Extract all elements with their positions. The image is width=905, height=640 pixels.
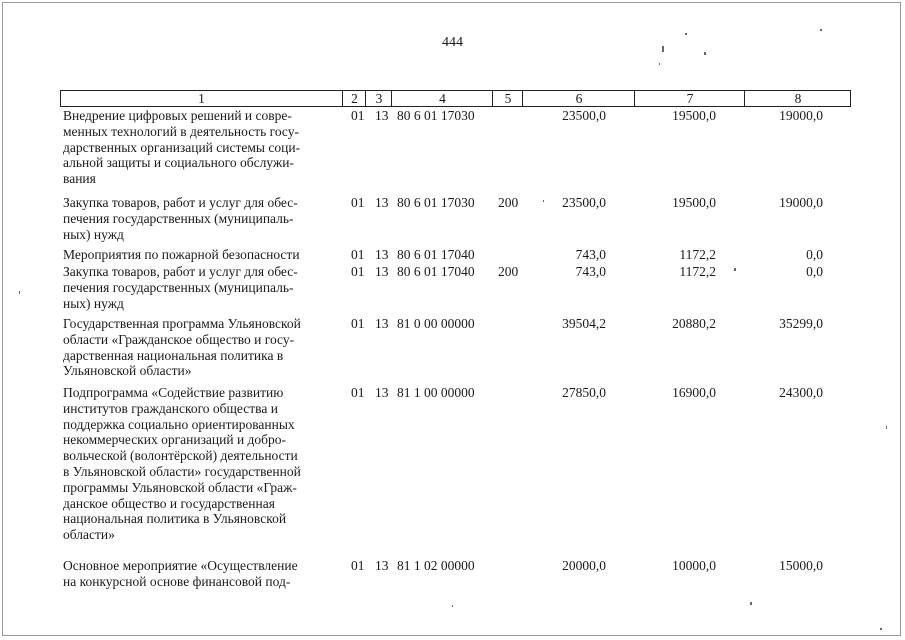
cell-subsection: 13 [375, 247, 389, 262]
cell-section: 01 [351, 264, 365, 279]
cell-subsection: 13 [375, 385, 389, 400]
cell-target-code: 80 6 01 17030 [397, 108, 475, 123]
header-col-6: 6 [522, 91, 635, 106]
cell-section: 01 [351, 316, 365, 331]
scan-speck [704, 52, 706, 55]
row-description: Государственная программа Ульяновской области «Гражданское общество и госу- дарственная национальная политика в Ульяновской области» [63, 316, 301, 379]
cell-amount-1: 27850,0 [562, 385, 606, 400]
row-description: Закупка товаров, работ и услуг для обес- печения государственных (муниципаль- ных) нужд [63, 264, 298, 311]
cell-amount-3: 0,0 [806, 264, 823, 279]
cell-amount-1: 20000,0 [562, 558, 606, 573]
cell-amount-2: 16900,0 [672, 385, 716, 400]
cell-amount-3: 0,0 [806, 247, 823, 262]
cell-amount-3: 24300,0 [779, 385, 823, 400]
row-description: Внедрение цифровых решений и совре- менных технологий в деятельность госу- дарственных организаций системы соци- альной защиты и социального обслужи- вания [63, 108, 301, 187]
scan-speck [19, 291, 20, 294]
scan-speck [452, 605, 453, 607]
cell-target-code: 81 0 00 00000 [397, 316, 475, 331]
row-description: Подпрограмма «Содействие развитию институтов гражданского общества и поддержка социально ориентированных некоммерческих организаций и добро- вольческой (волонтёрской) деятельности в Ульяновской области» государственной программы Ульяновской области «Граж- данское общество и государственная национальная политика в Ульяновской области» [63, 385, 301, 543]
header-col-2: 2 [342, 91, 366, 106]
row-description: Основное мероприятие «Осуществление на конкурсной основе финансовой под- [63, 558, 298, 589]
cell-section: 01 [351, 195, 365, 210]
header-col-3: 3 [365, 91, 392, 106]
cell-subsection: 13 [375, 264, 389, 279]
cell-amount-1: 743,0 [575, 264, 606, 279]
header-col-7: 7 [634, 91, 745, 106]
page-number: 444 [442, 35, 463, 50]
row-description: Закупка товаров, работ и услуг для обес- печения государственных (муниципаль- ных) нужд [63, 195, 298, 242]
cell-subsection: 13 [375, 316, 389, 331]
cell-amount-3: 15000,0 [779, 558, 823, 573]
scan-speck [886, 426, 887, 429]
cell-section: 01 [351, 247, 365, 262]
cell-subsection: 13 [375, 108, 389, 123]
header-col-1: 1 [198, 91, 205, 106]
cell-section: 01 [351, 385, 365, 400]
row-description: Мероприятия по пожарной безопасности [63, 247, 300, 262]
header-col-8: 8 [744, 91, 851, 106]
scan-speck [543, 200, 544, 202]
cell-amount-2: 10000,0 [672, 558, 716, 573]
cell-expense-type: 200 [498, 195, 519, 210]
cell-subsection: 13 [375, 195, 389, 210]
cell-amount-3: 19000,0 [779, 108, 823, 123]
cell-section: 01 [351, 558, 365, 573]
cell-amount-2: 19500,0 [672, 195, 716, 210]
cell-amount-1: 39504,2 [562, 316, 606, 331]
scan-speck [734, 268, 736, 271]
cell-amount-3: 19000,0 [779, 195, 823, 210]
cell-amount-2: 1172,2 [679, 264, 716, 279]
cell-section: 01 [351, 108, 365, 123]
cell-target-code: 80 6 01 17040 [397, 264, 475, 279]
scan-speck [685, 33, 687, 35]
cell-expense-type: 200 [498, 264, 519, 279]
scan-speck [659, 63, 660, 65]
header-col-4: 4 [391, 91, 493, 106]
scan-speck [662, 46, 664, 52]
cell-amount-2: 19500,0 [672, 108, 716, 123]
cell-amount-2: 20880,2 [672, 316, 716, 331]
cell-amount-3: 35299,0 [779, 316, 823, 331]
scan-speck [750, 602, 752, 605]
cell-amount-1: 743,0 [575, 247, 606, 262]
header-col-5: 5 [492, 91, 523, 106]
table-header [60, 90, 851, 107]
cell-subsection: 13 [375, 558, 389, 573]
cell-amount-2: 1172,2 [679, 247, 716, 262]
cell-target-code: 81 1 02 00000 [397, 558, 475, 573]
scan-speck [820, 29, 822, 31]
cell-amount-1: 23500,0 [562, 195, 606, 210]
cell-target-code: 80 6 01 17040 [397, 247, 475, 262]
cell-amount-1: 23500,0 [562, 108, 606, 123]
cell-target-code: 80 6 01 17030 [397, 195, 475, 210]
scan-speck [880, 628, 882, 630]
cell-target-code: 81 1 00 00000 [397, 385, 475, 400]
